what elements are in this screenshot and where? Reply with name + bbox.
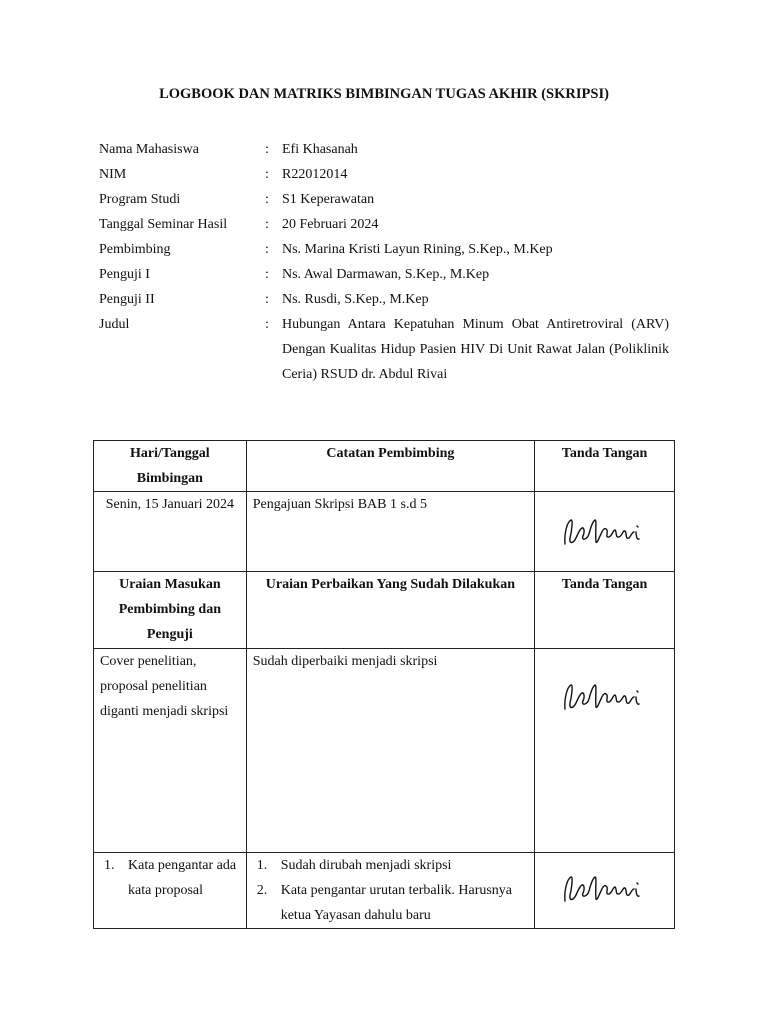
list-item — [100, 853, 240, 903]
info-row-student-name — [99, 137, 669, 162]
info-row-seminar-date — [99, 212, 669, 237]
cell-notes: Pengajuan Skripsi BAB 1 s.d 5 — [246, 492, 534, 572]
info-label: Nama Mahasiswa — [99, 142, 199, 157]
info-value: S1 Keperawatan — [282, 192, 375, 207]
cell-revision — [246, 853, 534, 929]
document-title: LOGBOOK DAN MATRIKS BIMBINGAN TUGAS AKHIR (SKRIPSI) — [159, 86, 609, 102]
info-row-supervisor — [99, 237, 669, 262]
guidance-matrix-table — [93, 440, 675, 929]
info-label: Program Studi — [99, 192, 181, 207]
info-value: Hubungan Antara Kepatuhan Minum Obat Antiretroviral (ARV) Dengan Kualitas Hidup Pasien HIV Di Unit Rawat Jalan (Poliklinik Ceria) RSUD dr. Abdul Rivai — [282, 317, 669, 382]
list-number: 1. — [256, 858, 268, 873]
table-row — [94, 853, 675, 929]
list-item — [253, 878, 528, 928]
signature-image — [559, 514, 651, 550]
table-row — [94, 492, 675, 572]
table-header-row — [94, 572, 675, 649]
header-cell-date: Hari/Tanggal Bimbingan — [94, 441, 247, 492]
cell-signature — [535, 492, 675, 572]
info-label: Penguji I — [99, 267, 150, 282]
list-number: 2. — [256, 883, 268, 898]
info-label: Penguji II — [99, 292, 155, 307]
header-cell-signature: Tanda Tangan — [535, 572, 675, 649]
info-colon: : — [265, 192, 269, 207]
info-colon: : — [265, 317, 269, 332]
info-row-study-program — [99, 187, 669, 212]
info-label: NIM — [99, 167, 127, 182]
info-colon: : — [265, 142, 269, 157]
info-row-examiner-1 — [99, 262, 669, 287]
info-label: Tanggal Seminar Hasil — [99, 217, 228, 232]
cell-signature — [535, 649, 675, 853]
header-cell-revision: Uraian Perbaikan Yang Sudah Dilakukan — [246, 572, 534, 649]
list-number: 1. — [104, 858, 115, 873]
info-row-nim — [99, 162, 669, 187]
info-colon: : — [265, 167, 269, 182]
header-cell-signature: Tanda Tangan — [535, 441, 675, 492]
header-cell-notes: Catatan Pembimbing — [246, 441, 534, 492]
info-colon: : — [265, 242, 269, 257]
info-label: Judul — [99, 317, 130, 332]
list-text: Sudah dirubah menjadi skripsi — [280, 858, 452, 873]
info-row-thesis-title — [99, 312, 669, 387]
header-cell-input: Uraian Masukan Pembimbing dan Penguji — [94, 572, 247, 649]
cell-input: Cover penelitian, proposal penelitian diganti menjadi skripsi — [94, 649, 247, 853]
cell-input — [94, 853, 247, 929]
info-value: 20 Februari 2024 — [282, 217, 379, 232]
info-colon: : — [265, 267, 269, 282]
info-label: Pembimbing — [99, 242, 171, 257]
info-row-examiner-2 — [99, 287, 669, 312]
list-item — [253, 853, 528, 878]
cell-revision: Sudah diperbaiki menjadi skripsi — [246, 649, 534, 853]
table-row — [94, 649, 675, 853]
list-text: Kata pengantar urutan terbalik. Harusnya ketua Yayasan dahulu baru — [280, 883, 513, 923]
signature-image — [559, 679, 651, 715]
info-colon: : — [265, 292, 269, 307]
info-value: Ns. Marina Kristi Layun Rining, S.Kep., M.Kep — [282, 242, 553, 257]
info-value: R22012014 — [282, 167, 348, 182]
table-header-row — [94, 441, 675, 492]
info-value: Ns. Awal Darmawan, S.Kep., M.Kep — [282, 267, 490, 282]
list-text: Kata pengantar ada kata proposal — [128, 858, 237, 898]
cell-signature — [535, 853, 675, 929]
info-value: Ns. Rusdi, S.Kep., M.Kep — [282, 292, 429, 307]
info-value: Efi Khasanah — [282, 142, 358, 157]
student-info — [99, 137, 669, 387]
info-colon: : — [265, 217, 269, 232]
cell-date: Senin, 15 Januari 2024 — [94, 492, 247, 572]
numbered-list — [100, 853, 240, 903]
signature-image — [559, 871, 651, 907]
numbered-list — [253, 853, 528, 928]
